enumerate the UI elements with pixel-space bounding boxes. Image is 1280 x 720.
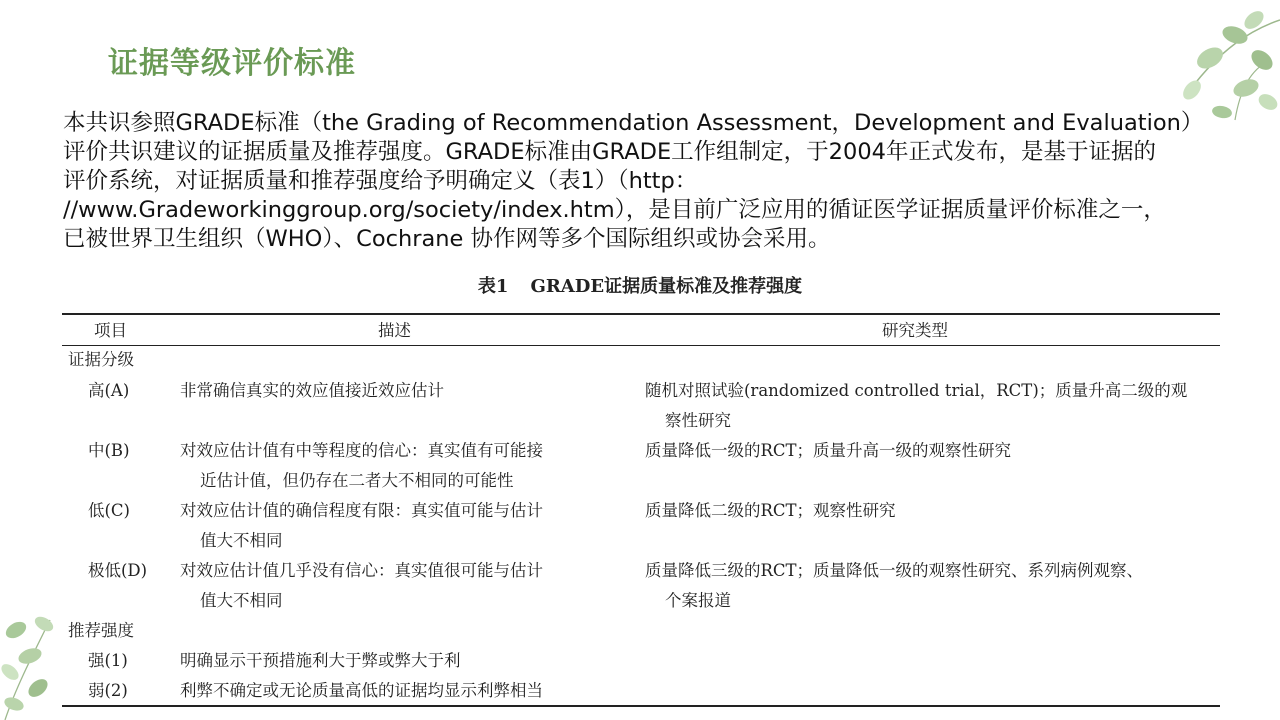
grade-table — [62, 313, 1220, 707]
row-a-description — [180, 376, 630, 406]
intro-line: 评价共识建议的证据质量及推荐强度。GRADE标准由GRADE工作组制定，于2004年正式发布，是基于证据的 — [63, 139, 1156, 165]
row-b-study-type — [645, 436, 1220, 466]
row-grade-c: 低(C) — [88, 501, 130, 520]
table-caption-number: 表1 — [477, 276, 509, 297]
type-line: 质量降低三级的RCT；质量降低一级的观察性研究、系列病例观察、 — [645, 561, 1144, 580]
desc-line: 非常确信真实的效应值接近效应估计 — [180, 381, 444, 400]
desc-line: 对效应估计值几乎没有信心：真实值很可能与估计 — [180, 561, 543, 580]
desc-line-cont: 近估计值，但仍存在二者大不相同的可能性 — [200, 471, 514, 490]
row-b-description — [180, 436, 630, 496]
intro-line: //www.Gradeworkinggroup.org/society/index.htm），是目前广泛应用的循证医学证据质量评价标准之一， — [63, 197, 1166, 223]
intro-paragraph — [63, 109, 1228, 254]
row-strong-description: 明确显示干预措施利大于弊或弊大于利 — [180, 651, 461, 670]
type-line-cont: 个案报道 — [665, 591, 731, 610]
desc-line-cont: 值大不相同 — [200, 531, 283, 550]
header-item: 项目 — [94, 321, 127, 340]
row-strength-weak: 弱(2) — [88, 681, 128, 700]
row-c-study-type — [645, 496, 1220, 526]
type-line-cont: 察性研究 — [665, 411, 731, 430]
leaf-decoration-bottom-left — [0, 600, 70, 720]
row-d-study-type — [645, 556, 1220, 616]
desc-line: 对效应估计值的确信程度有限：真实值可能与估计 — [180, 501, 543, 520]
row-d-description — [180, 556, 630, 616]
header-description: 描述 — [378, 321, 411, 340]
row-grade-a: 高(A) — [88, 381, 130, 400]
table-caption-text: GRADE证据质量标准及推荐强度 — [530, 276, 803, 297]
header-study-type: 研究类型 — [882, 321, 948, 340]
row-c-description — [180, 496, 630, 556]
intro-line: 已被世界卫生组织（WHO）、Cochrane 协作网等多个国际组织或协会采用。 — [63, 226, 831, 252]
type-line: 质量降低一级的RCT；质量升高一级的观察性研究 — [645, 441, 1012, 460]
table-caption — [0, 272, 1280, 298]
intro-line: 本共识参照GRADE标准（the Grading of Recommendation Assessment，Development and Evaluation） — [63, 110, 1204, 136]
row-strength-strong: 强(1) — [88, 651, 128, 670]
type-line: 随机对照试验(randomized controlled trial，RCT)；质量升高二级的观 — [645, 381, 1188, 400]
table-top-rule — [62, 313, 1220, 315]
row-grade-b: 中(B) — [88, 441, 130, 460]
row-grade-d: 极低(D) — [88, 561, 148, 580]
desc-line-cont: 值大不相同 — [200, 591, 283, 610]
table-header-rule — [62, 345, 1220, 346]
desc-line: 对效应估计值有中等程度的信心：真实值有可能接 — [180, 441, 543, 460]
type-line: 质量降低二级的RCT；观察性研究 — [645, 501, 896, 520]
section-evidence-grading: 证据分级 — [68, 350, 134, 369]
slide-title: 证据等级评价标准 — [108, 46, 356, 81]
row-a-study-type — [645, 376, 1220, 436]
row-weak-description: 利弊不确定或无论质量高低的证据均显示利弊相当 — [180, 681, 543, 700]
intro-line: 评价系统，对证据质量和推荐强度给予明确定义（表1）（http： — [63, 168, 698, 194]
section-recommendation-strength: 推荐强度 — [68, 621, 134, 640]
